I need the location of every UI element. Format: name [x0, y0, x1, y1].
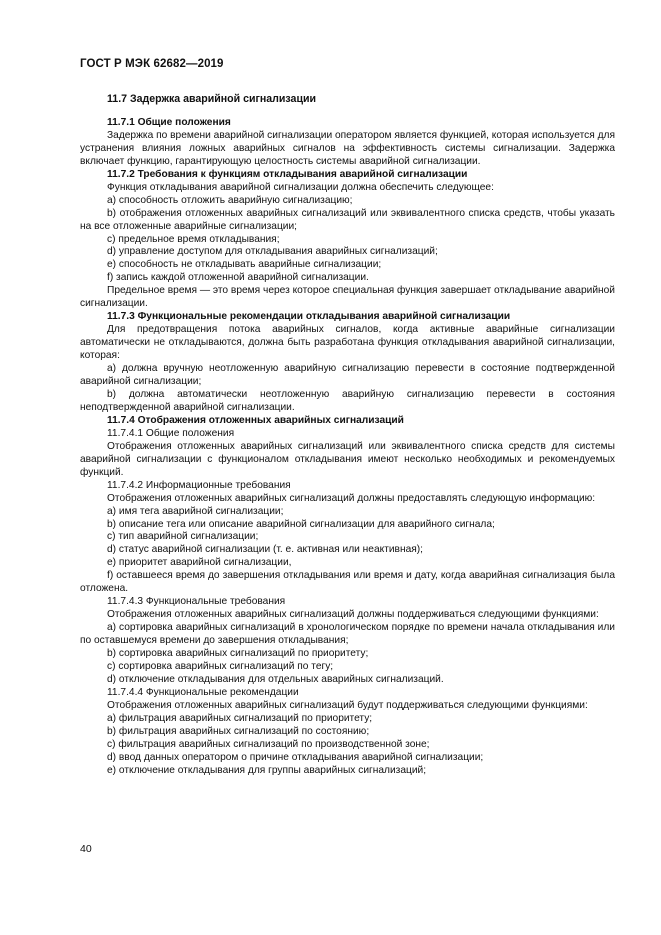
- list-item: a) способность отложить аварийную сигнализацию;: [107, 194, 353, 206]
- list-item: c) тип аварийной сигнализации;: [107, 531, 259, 543]
- section-title: 11.7 Задержка аварийной сигнализации: [107, 93, 316, 105]
- list-item: b) отображения отложенных аварийных сигнализаций или эквивалентного списка средств, чтобы указать на все отложенные аварийные сигнализации;: [80, 207, 615, 232]
- list-item: e) способность не откладывать аварийные сигнализации;: [107, 259, 382, 271]
- clause-title: 11.7.4.2 Информационные требования: [107, 479, 291, 491]
- list-item: b) описание тега или описание аварийной сигнализации для аварийного сигнала;: [107, 518, 495, 530]
- list-item: d) отключение откладывания для отдельных аварийных сигнализаций.: [107, 673, 444, 685]
- page-content: [80, 93, 615, 778]
- paragraph: Предельное время — это время через которое специальная функция завершает откладывание аварийной сигнализации.: [80, 285, 615, 310]
- list-item: e) приоритет аварийной сигнализации,: [107, 557, 292, 569]
- paragraph: Отображения отложенных аварийных сигнализаций должны поддерживаться следующими функциями:: [107, 609, 599, 621]
- list-item: f) запись каждой отложенной аварийной сигнализации.: [107, 272, 369, 284]
- paragraph: Функция откладывания аварийной сигнализации должна обеспечить следующее:: [107, 181, 494, 193]
- paragraph: Отображения отложенных аварийных сигнализаций будут поддерживаться следующими функциями:: [107, 699, 588, 711]
- list-item: c) предельное время откладывания;: [107, 233, 280, 245]
- list-item: b) должна автоматически неотложенную аварийную сигнализацию перевести в состояния неподтвержденной аварийной сигнализации.: [80, 388, 615, 413]
- paragraph: Отображения отложенных аварийных сигнализаций или эквивалентного списка средств для системы аварийной сигнализации с функционалом откладывания имеют несколько необходимых и рекомендуемых функций.: [80, 440, 615, 478]
- paragraph: Отображения отложенных аварийных сигнализаций должны предоставлять следующую информацию:: [107, 492, 596, 504]
- list-item: a) должна вручную неотложенную аварийную сигнализацию перевести в состояние подтвержденной аварийной сигнализации;: [80, 363, 615, 388]
- subsection-title: 11.7.2 Требования к функциям откладывания аварийной сигнализации: [107, 168, 468, 180]
- subsection-title: 11.7.4 Отображения отложенных аварийных сигнализаций: [107, 414, 404, 426]
- standard-header: ГОСТ Р МЭК 62682—2019: [80, 58, 224, 70]
- list-item: f) оставшееся время до завершения откладывания или время и дату, когда аварийная сигнализация была отложена.: [80, 570, 615, 595]
- list-item: a) сортировка аварийных сигнализаций в хронологическом порядке по времени начала откладывания или по оставшемуся времени до завершения откладывания;: [80, 622, 615, 647]
- paragraph: Для предотвращения потока аварийных сигналов, когда активные аварийные сигнализации автоматически не откладываются, должна быть разработана функция откладывания аварийной сигнализации, которая:: [80, 324, 615, 362]
- list-item: a) фильтрация аварийных сигнализаций по приоритету;: [107, 712, 373, 724]
- clause-title: 11.7.4.1 Общие положения: [107, 427, 235, 439]
- list-item: c) фильтрация аварийных сигнализаций по производственной зоне;: [107, 738, 430, 750]
- list-item: b) сортировка аварийных сигнализаций по приоритету;: [107, 648, 369, 660]
- subsection-title: 11.7.1 Общие положения: [107, 116, 231, 128]
- list-item: d) ввод данных оператором о причине откладывания аварийной сигнализации;: [107, 751, 484, 763]
- clause-title: 11.7.4.3 Функциональные требования: [107, 596, 286, 608]
- list-item: e) отключение откладывания для группы аварийных сигнализаций;: [107, 764, 427, 776]
- paragraph: Задержка по времени аварийной сигнализации оператором является функцией, которая используется для устранения влияния ложных аварийных сигналов на эффективность системы сигнализации. Задержка включает функцию, гарантирующую целостность системы аварийной сигнализации.: [80, 129, 615, 167]
- list-item: c) сортировка аварийных сигнализаций по тегу;: [107, 660, 334, 672]
- list-item: b) фильтрация аварийных сигнализаций по состоянию;: [107, 725, 370, 737]
- list-item: d) статус аварийной сигнализации (т. е. активная или неактивная);: [107, 544, 424, 556]
- list-item: a) имя тега аварийной сигнализации;: [107, 505, 284, 517]
- page-number: 40: [80, 843, 92, 855]
- subsection-title: 11.7.3 Функциональные рекомендации откладывания аварийной сигнализации: [107, 311, 511, 323]
- list-item: d) управление доступом для откладывания аварийных сигнализаций;: [107, 246, 438, 258]
- clause-title: 11.7.4.4 Функциональные рекомендации: [107, 686, 299, 698]
